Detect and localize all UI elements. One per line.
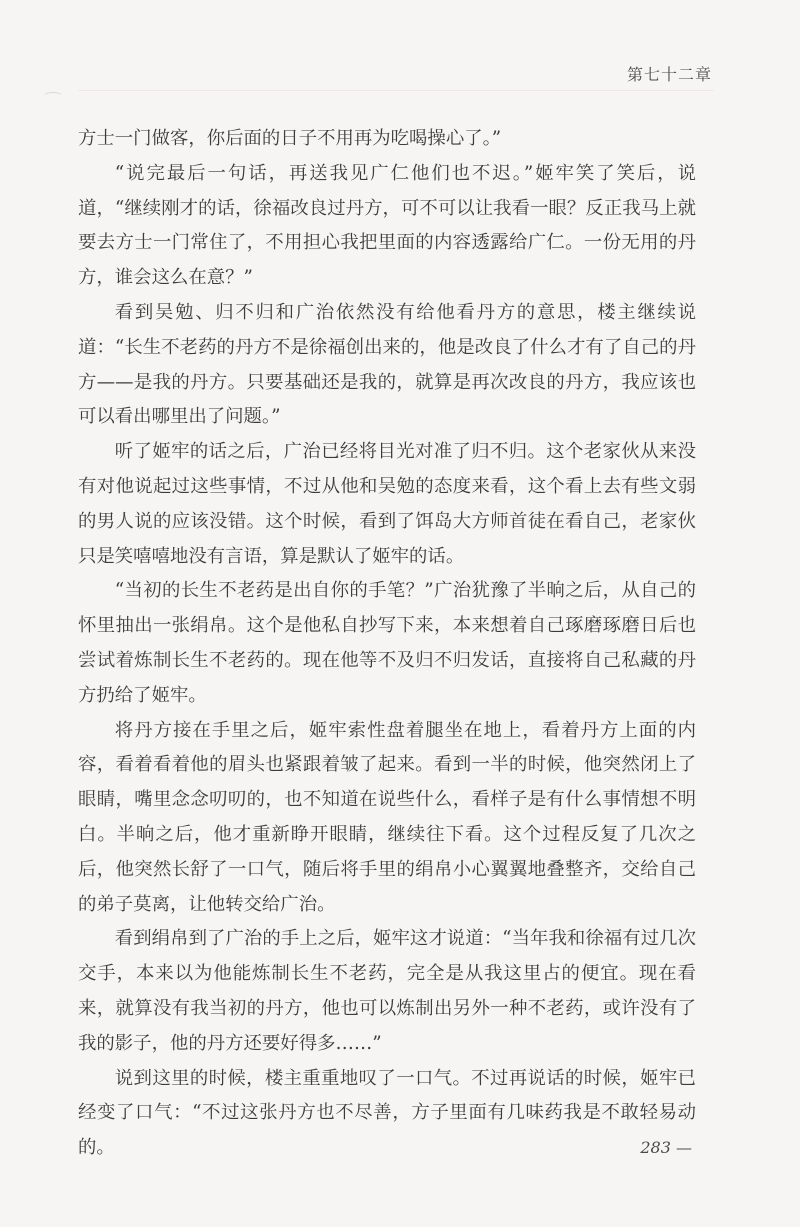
page-number: 283 — (640, 1138, 692, 1157)
paragraph: 将丹方接在手里之后，姬牢索性盘着腿坐在地上，看着丹方上面的内容，看着看着他的眉头也紧跟着皱了起来。看到一半的时候，他突然闭上了眼睛，嘴里念念叨叨的，也不知道在说些什么，看样子是有什么事情想不明白。半晌之后，他才重新睁开眼睛，继续往下看。这个过程反复了几次之后，他突然长舒了一口气，随后将手里的绢帛小心翼翼地叠整齐，交给自己的弟子莫离，让他转交给广治。 (78, 719, 696, 915)
paragraph: “说完最后一句话，再送我见广仁他们也不迟。”姬牢笑了笑后，说道，“继续刚才的话，徐福改良过丹方，可不可以让我看一眼？反正我马上就要去方士一门常住了，不用担心我把里面的内容透露给广仁。一份无用的丹方，谁会这么在意？” (78, 162, 696, 289)
paragraph: 说到这里的时候，楼主重重地叹了一口气。不过再说话的时候，姬牢已经变了口气：“不过这张丹方也不尽善，方子里面有几味药我是不敢轻易动的。 (78, 1067, 696, 1159)
paragraph: 听了姬牢的话之后，广治已经将目光对准了归不归。这个老家伙从来没有对他说起过这些事情，不过从他和吴勉的态度来看，这个看上去有些文弱的男人说的应该没错。这个时候，看到了饵岛大方师首徒在看自己，老家伙只是笑嘻嘻地没有言语，算是默认了姬牢的话。 (78, 441, 696, 567)
scan-artifact (44, 92, 62, 99)
paragraph: 方士一门做客，你后面的日子不用再为吃喝操心了。” (78, 128, 502, 149)
paragraph: 看到吴勉、归不归和广治依然没有给他看丹方的意思，楼主继续说道：“长生不老药的丹方不是徐福创出来的，他是改良了什么才有了自己的丹方——是我的丹方。只要基础还是我的，就算是再次改良的丹方，我应该也可以看出哪里出了问题。” (78, 301, 696, 428)
running-header-chapter: 第七十二章 (626, 65, 712, 84)
header-rule (78, 90, 714, 91)
body-text (78, 122, 696, 1166)
paragraph: “当初的长生不老药是出自你的手笔？”广治犹豫了半晌之后，从自己的怀里抽出一张绢帛。这个是他私自抄写下来，本来想着自己琢磨琢磨日后也尝试着炼制长生不老药的。现在他等不及归不归发话，直接将自己私藏的丹方扔给了姬牢。 (78, 580, 696, 706)
paragraph: 看到绢帛到了广治的手上之后，姬牢这才说道：“当年我和徐福有过几次交手，本来以为他能炼制长生不老药，完全是从我这里占的便宜。现在看来，就算没有我当初的丹方，他也可以炼制出另外一种不老药，或许没有了我的影子，他的丹方还要好得多……” (78, 928, 696, 1054)
